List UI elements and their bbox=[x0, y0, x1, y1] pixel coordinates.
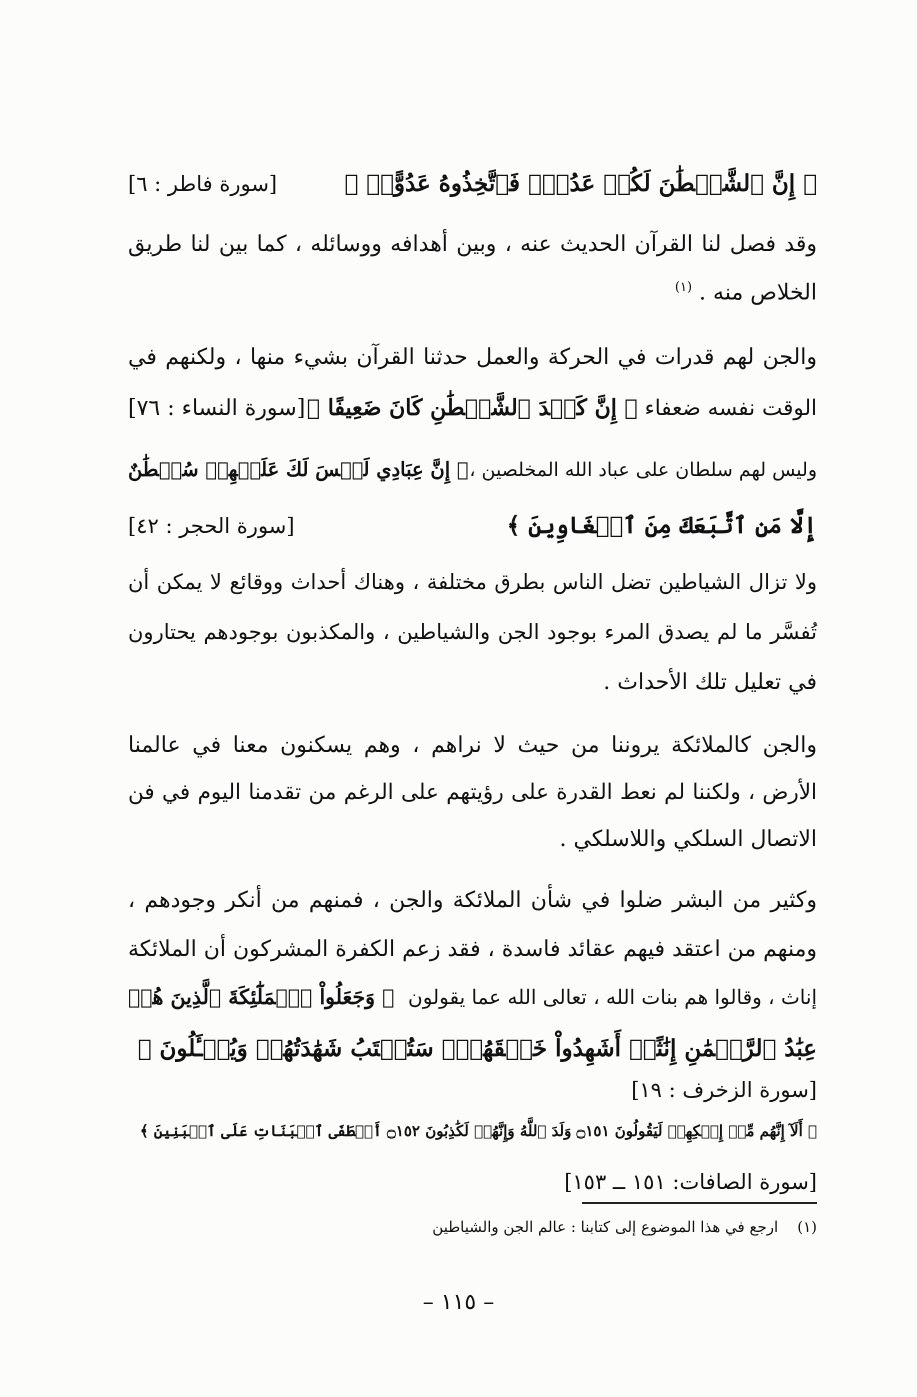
surah-reference: [سورة الزخرف : ١٩] bbox=[631, 1078, 817, 1102]
quran-verse: ﴿ أَلَآ إِنَّهُم مِّنۡ إِفۡكِهِمۡ لَيَقُولُونَ ۝١٥١ وَلَدَ ٱللَّهُ وَإِنَّهُمۡ لَكَٰذِبُونَ ۝١٥٢ أَصۡطَفَى ٱلۡبَنَاتِ عَلَى ٱلۡبَنِينَ ﴾ bbox=[139, 1122, 817, 1140]
verse-intro-group bbox=[307, 395, 817, 421]
paragraph-line: ومنهم من اعتقد فيهم عقائد فاسدة ، فقد زعم الكفرة المشركون أن الملائكة bbox=[128, 937, 817, 962]
footnote-number: (١) bbox=[797, 1218, 817, 1236]
paragraph-line-with-footnote bbox=[128, 280, 817, 305]
paragraph-line: والجن كالملائكة يروننا من حيث لا نراهم ، وهم يسكنون معنا في عالمنا bbox=[128, 733, 817, 758]
reference-line bbox=[128, 1078, 817, 1103]
paragraph-line: والجن لهم قدرات في الحركة والعمل حدثنا القرآن بشيء منها ، ولكنهم في bbox=[128, 345, 817, 370]
quran-verse: ﴿ إِنَّ كَيۡدَ ٱلشَّيۡطَٰنِ كَانَ ضَعِيفًا ﴾ bbox=[306, 395, 638, 421]
surah-reference: [سورة الحجر : ٤٢] bbox=[128, 514, 295, 538]
surah-reference: [سورة الصافات: ١٥١ ــ ١٥٣] bbox=[564, 1170, 817, 1194]
paragraph-text: الخلاص منه . bbox=[699, 280, 817, 306]
paragraph-line: وقد فصل لنا القرآن الحديث عنه ، وبين أهدافه ووسائله ، كما بين لنا طريق bbox=[128, 232, 817, 257]
paragraph-line: في تعليل تلك الأحداث . bbox=[603, 670, 817, 695]
quran-verse: ﴿ إِنَّ ٱلشَّيۡطَٰنَ لَكُمۡ عَدُوّٞ فَٱتَّخِذُوهُ عَدُوًّاۚ ﴾ bbox=[344, 170, 817, 197]
quran-verse: ﴿ وَجَعَلُواْ ٱلۡمَلَٰٓئِكَةَ ٱلَّذِينَ هُمۡ bbox=[128, 985, 395, 1009]
line-1 bbox=[128, 170, 817, 197]
surah-reference: [سورة فاطر : ٦] bbox=[128, 172, 278, 196]
quran-verse: عِبَٰدُ ٱلرَّحۡمَٰنِ إِنَٰثًاۚ أَشَهِدُواْ خَلۡقَهُمۡۚ سَتُكۡتَبُ شَهَٰدَتُهُمۡ وَيُسۡـَٔلُونَ ﴾ bbox=[137, 1035, 817, 1062]
quran-verse: إِلَّا مَنِ ٱتَّبَعَكَ مِنَ ٱلۡغَاوِينَ ﴾ bbox=[506, 512, 817, 539]
page-number: – ١١٥ – bbox=[422, 1290, 495, 1315]
paragraph-line: الأرض ، ولكننا لم نعط القدرة على رؤيتهم على الرغم من تقدمنا اليوم في فن bbox=[128, 780, 817, 805]
reference-line bbox=[128, 1170, 817, 1195]
footnote-marker: (١) bbox=[674, 280, 693, 295]
footnote bbox=[380, 1218, 817, 1236]
line-with-verse bbox=[128, 512, 817, 539]
paragraph-text: إناث ، وقالوا هم بنات الله ، تعالى الله عما يقولون bbox=[408, 985, 817, 1009]
footnote-text: ارجع في هذا الموضوع إلى كتابنا : عالم الجن والشياطين bbox=[432, 1218, 779, 1236]
paragraph-text: الوقت نفسه ضعفاء bbox=[644, 396, 817, 421]
line-with-verse bbox=[128, 458, 817, 481]
paragraph-line: تُفسَّر ما لم يصدق المرء بوجود الجن والشياطين ، والمكذبون بوجودهم يحتارون bbox=[128, 620, 817, 644]
paragraph-line: الاتصال السلكي واللاسلكي . bbox=[559, 827, 817, 852]
paragraph-line: ولا تزال الشياطين تضل الناس بطرق مختلفة ، وهناك أحداث ووقائع لا يمكن أن bbox=[128, 570, 817, 594]
surah-reference: [سورة النساء : ٧٦] bbox=[128, 396, 306, 421]
paragraph-line: وكثير من البشر ضلوا في شأن الملائكة والجن ، فمنهم من أنكر وجودهم ، bbox=[128, 888, 817, 913]
line-with-verse bbox=[128, 985, 817, 1009]
quran-verse-line bbox=[128, 1035, 817, 1062]
quran-verse: ﴿ إِنَّ عِبَادِي لَيۡسَ لَكَ عَلَيۡهِمۡ سُلۡطَٰنٌ bbox=[128, 458, 469, 481]
quran-verse-line bbox=[128, 1122, 817, 1140]
paragraph-text: وليس لهم سلطان على عباد الله المخلصين ، bbox=[469, 459, 817, 481]
footnote-divider bbox=[582, 1202, 817, 1204]
line-with-verse bbox=[128, 395, 817, 421]
